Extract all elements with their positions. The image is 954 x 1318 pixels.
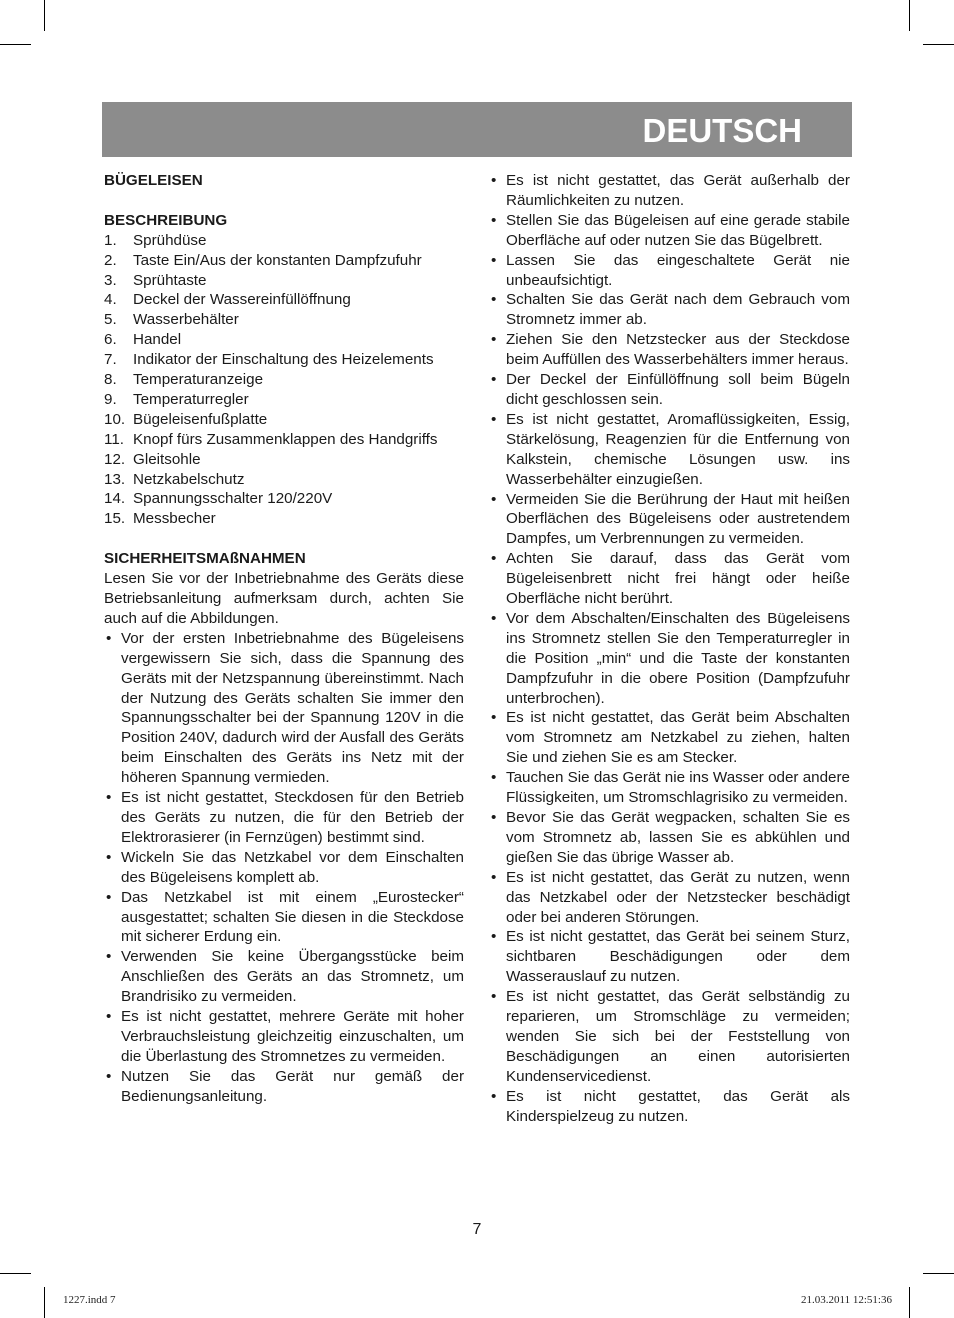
- list-item: [104, 290, 464, 310]
- date-slug: 21.03.2011 12:51:36: [801, 1294, 892, 1306]
- item-text: Es ist nicht gestattet, Steckdosen für den Betrieb des Geräts zu nutzen, die für den Betrieb der Elektrorasierer (in Fernzügen) bestimmt sind.: [121, 789, 464, 846]
- bullet-icon: •: [491, 490, 497, 508]
- item-text: Temperaturanzeige: [133, 371, 264, 389]
- language-title: DEUTSCH: [642, 112, 802, 149]
- list-item: [104, 271, 464, 291]
- item-number: 13.: [104, 470, 126, 488]
- file-slug: 1227.indd 7: [63, 1294, 116, 1306]
- list-item: [104, 489, 464, 509]
- item-number: 2.: [104, 251, 117, 269]
- safety-intro: Lesen Sie vor der Inbetriebnahme des Geräts diese Betriebsanleitung aufmerksam durch, achten Sie auch auf die Abbildungen.: [104, 570, 464, 627]
- list-item: [104, 370, 464, 390]
- item-text: Taste Ein/Aus der konstanten Dampfzufuhr: [133, 251, 422, 269]
- list-item: [489, 927, 850, 987]
- item-text: Vor dem Abschalten/Einschalten des Bügeleisens ins Stromnetz stellen Sie den Temperaturregler in die Position „min“ und die Taste der konstanten Dampfzufuhr in die obere Position (Dampfzufuhr unterbrochen).: [506, 609, 850, 707]
- item-text: Indikator der Einschaltung des Heizelements: [133, 351, 434, 369]
- list-item: [104, 1067, 464, 1107]
- list-item: [104, 450, 464, 470]
- bullet-icon: •: [106, 1008, 112, 1026]
- crop-mark: [923, 44, 954, 45]
- list-item: [489, 171, 850, 211]
- item-text: Vor der ersten Inbetriebnahme des Bügeleisens vergewissern Sie sich, dass die Spannung des Geräts mit der Netzspannung übereinstimmt. Nach der Nutzung des Geräts schalten Sie immer den Spannungsschalter bei der Spannung 120V in die Position 240V, dadurch wird der Ausfall des Geräts beim Einschalten des Geräts ins Netz mit der höheren Spannung vermieden.: [121, 629, 464, 787]
- safety-list-left: [104, 629, 464, 1107]
- list-item: [104, 350, 464, 370]
- item-text: Es ist nicht gestattet, mehrere Geräte mit hoher Verbrauchsleistung gleichzeitig einzuschalten, um die Überlastung des Stromnetzes zu vermeiden.: [121, 1008, 464, 1065]
- item-text: Nutzen Sie das Gerät nur gemäß der Bedienungsanleitung.: [121, 1067, 464, 1105]
- item-text: Sprühdüse: [133, 231, 207, 249]
- item-number: 8.: [104, 371, 117, 389]
- list-item: [489, 768, 850, 808]
- parts-list: [104, 231, 464, 530]
- crop-mark: [44, 1287, 45, 1318]
- bullet-icon: •: [106, 848, 112, 866]
- crop-mark: [0, 44, 31, 45]
- bullet-icon: •: [491, 550, 497, 568]
- safety-list-right: [489, 171, 850, 1127]
- item-text: Es ist nicht gestattet, das Gerät zu nutzen, wenn das Netzkabel oder der Netzstecker beschädigt oder bei anderen Störungen.: [506, 868, 850, 926]
- bullet-icon: •: [491, 251, 497, 269]
- bullet-icon: •: [491, 371, 497, 389]
- crop-mark: [0, 1273, 31, 1274]
- item-text: Wasserbehälter: [133, 311, 239, 329]
- item-text: Gleitsohle: [133, 450, 201, 468]
- bullet-icon: •: [106, 629, 112, 647]
- list-item: [104, 330, 464, 350]
- crop-mark: [923, 1273, 954, 1274]
- list-item: [489, 330, 850, 370]
- item-number: 1.: [104, 231, 117, 249]
- item-number: 4.: [104, 291, 117, 309]
- item-text: Wickeln Sie das Netzkabel vor dem Einschalten des Bügeleisens komplett ab.: [121, 848, 464, 886]
- list-item: [104, 310, 464, 330]
- bullet-icon: •: [491, 609, 497, 627]
- item-text: Tauchen Sie das Gerät nie ins Wasser oder andere Flüssigkeiten, um Stromschlagrisiko zu vermeiden.: [506, 769, 850, 807]
- bullet-icon: •: [491, 331, 497, 349]
- section-title-iron: BÜGELEISEN: [104, 172, 203, 189]
- page-number: 7: [472, 1221, 482, 1238]
- item-text: Spannungsschalter 120/220V: [133, 490, 333, 508]
- item-text: Es ist nicht gestattet, das Gerät außerhalb der Räumlichkeiten zu nutzen.: [506, 172, 850, 209]
- list-item: [104, 231, 464, 251]
- bullet-icon: •: [106, 789, 112, 807]
- list-item: [489, 708, 850, 768]
- item-text: Bevor Sie das Gerät wegpacken, schalten Sie es vom Stromnetz ab, lassen Sie es abkühlen und gießen Sie das übrige Wasser ab.: [506, 809, 850, 866]
- bullet-icon: •: [106, 948, 112, 966]
- item-text: Achten Sie darauf, dass das Gerät vom Bügeleisenbrett nicht frei hängt oder heiße Oberfläche nicht berührt.: [506, 550, 850, 608]
- list-item: [489, 549, 850, 609]
- list-item: [104, 509, 464, 529]
- bullet-icon: •: [106, 1067, 112, 1085]
- crop-mark: [44, 0, 45, 31]
- item-text: Deckel der Wassereinfüllöffnung: [133, 291, 351, 309]
- item-text: Es ist nicht gestattet, das Gerät selbständig zu reparieren, um Stromschläge zu vermeiden; wenden Sie sich bei der Feststellung von Beschädigungen an einen autorisierten Kundenservicedienst.: [506, 988, 850, 1085]
- list-item: [489, 410, 850, 490]
- list-item: [104, 251, 464, 271]
- item-text: Bügeleisenfußplatte: [133, 410, 268, 428]
- item-text: Es ist nicht gestattet, das Gerät als Kinderspielzeug zu nutzen.: [506, 1087, 850, 1125]
- bullet-icon: •: [491, 928, 497, 946]
- item-number: 3.: [104, 271, 117, 289]
- description-heading: BESCHREIBUNG: [104, 211, 228, 229]
- list-item: [489, 808, 850, 868]
- bullet-icon: •: [491, 211, 497, 229]
- item-number: 11.: [104, 430, 124, 448]
- list-item: [104, 1007, 464, 1067]
- list-item: [489, 370, 850, 410]
- list-item: [104, 390, 464, 410]
- bullet-icon: •: [106, 888, 112, 906]
- bullet-icon: •: [491, 988, 497, 1006]
- item-text: Knopf fürs Zusammenklappen des Handgriffs: [133, 430, 438, 448]
- list-item: [104, 848, 464, 888]
- item-text: Lassen Sie das eingeschaltete Gerät nie unbeaufsichtigt.: [506, 251, 850, 289]
- bullet-icon: •: [491, 291, 497, 309]
- list-item: [489, 609, 850, 709]
- item-text: Es ist nicht gestattet, Aromaflüssigkeiten, Essig, Stärkelösung, Reagenzien für die Entfernung von Kalkstein, chemische Lösungen usw. ins Wasserbehälter einzugießen.: [506, 410, 850, 488]
- item-number: 7.: [104, 351, 117, 369]
- list-item: [104, 430, 464, 450]
- item-number: 9.: [104, 390, 117, 408]
- left-column: [104, 171, 464, 1107]
- bullet-icon: •: [491, 769, 497, 787]
- list-item: [489, 1087, 850, 1127]
- item-text: Vermeiden Sie die Berührung der Haut mit heißen Oberflächen des Bügeleisens oder austretendem Dampfes, um Verbrennungen zu vermeiden.: [506, 490, 850, 548]
- right-column: [489, 171, 850, 1127]
- bullet-icon: •: [491, 410, 497, 428]
- list-item: [104, 410, 464, 430]
- item-text: Das Netzkabel ist mit einem „Eurostecker“ ausgestattet; schalten Sie diesen in die Steckdose mit sicherer Erdung ein.: [121, 888, 464, 946]
- language-header-bar: [102, 102, 852, 157]
- item-number: 10.: [104, 410, 126, 428]
- bullet-icon: •: [491, 709, 497, 727]
- crop-mark: [909, 0, 910, 31]
- list-item: [104, 470, 464, 490]
- item-text: Handel: [133, 331, 182, 349]
- item-number: 12.: [104, 450, 126, 468]
- list-item: [489, 290, 850, 330]
- bullet-icon: •: [491, 868, 497, 886]
- bullet-icon: •: [491, 809, 497, 826]
- bullet-icon: •: [491, 1087, 497, 1105]
- list-item: [489, 987, 850, 1087]
- item-text: Es ist nicht gestattet, das Gerät bei seinem Sturz, sichtbaren Beschädigungen oder dem Wasserauslauf zu nutzen.: [506, 928, 850, 986]
- safety-heading: SICHERHEITSMAßNAHMEN: [104, 550, 306, 568]
- item-text: Netzkabelschutz: [133, 470, 245, 488]
- list-item: [489, 868, 850, 928]
- list-item: [489, 490, 850, 550]
- item-text: Temperaturregler: [133, 390, 249, 408]
- list-item: [489, 211, 850, 251]
- list-item: [104, 888, 464, 948]
- item-text: Sprühtaste: [133, 271, 207, 289]
- list-item: [104, 947, 464, 1007]
- item-text: Es ist nicht gestattet, das Gerät beim Abschalten vom Stromnetz am Netzkabel zu ziehen, halten Sie und ziehen Sie es am Stecker.: [506, 709, 850, 767]
- item-text: Der Deckel der Einfüllöffnung soll beim Bügeln dicht geschlossen sein.: [506, 371, 850, 408]
- item-number: 6.: [104, 331, 117, 349]
- item-text: Verwenden Sie keine Übergangsstücke beim Anschließen des Geräts an das Stromnetz, um Brandrisiko zu vermeiden.: [121, 948, 464, 1006]
- item-text: Ziehen Sie den Netzstecker aus der Steckdose beim Auffüllen des Wasserbehälters immer heraus.: [506, 331, 850, 369]
- item-number: 15.: [104, 510, 126, 528]
- item-number: 14.: [104, 490, 126, 508]
- bullet-icon: •: [491, 172, 497, 189]
- crop-mark: [909, 1287, 910, 1318]
- item-text: Stellen Sie das Bügeleisen auf eine gerade stabile Oberfläche auf oder nutzen Sie das Bügelbrett.: [506, 211, 850, 249]
- item-text: Schalten Sie das Gerät nach dem Gebrauch vom Stromnetz immer ab.: [506, 291, 850, 329]
- list-item: [489, 251, 850, 291]
- item-text: Messbecher: [133, 510, 216, 528]
- list-item: [104, 788, 464, 848]
- item-number: 5.: [104, 311, 117, 329]
- list-item: [104, 629, 464, 788]
